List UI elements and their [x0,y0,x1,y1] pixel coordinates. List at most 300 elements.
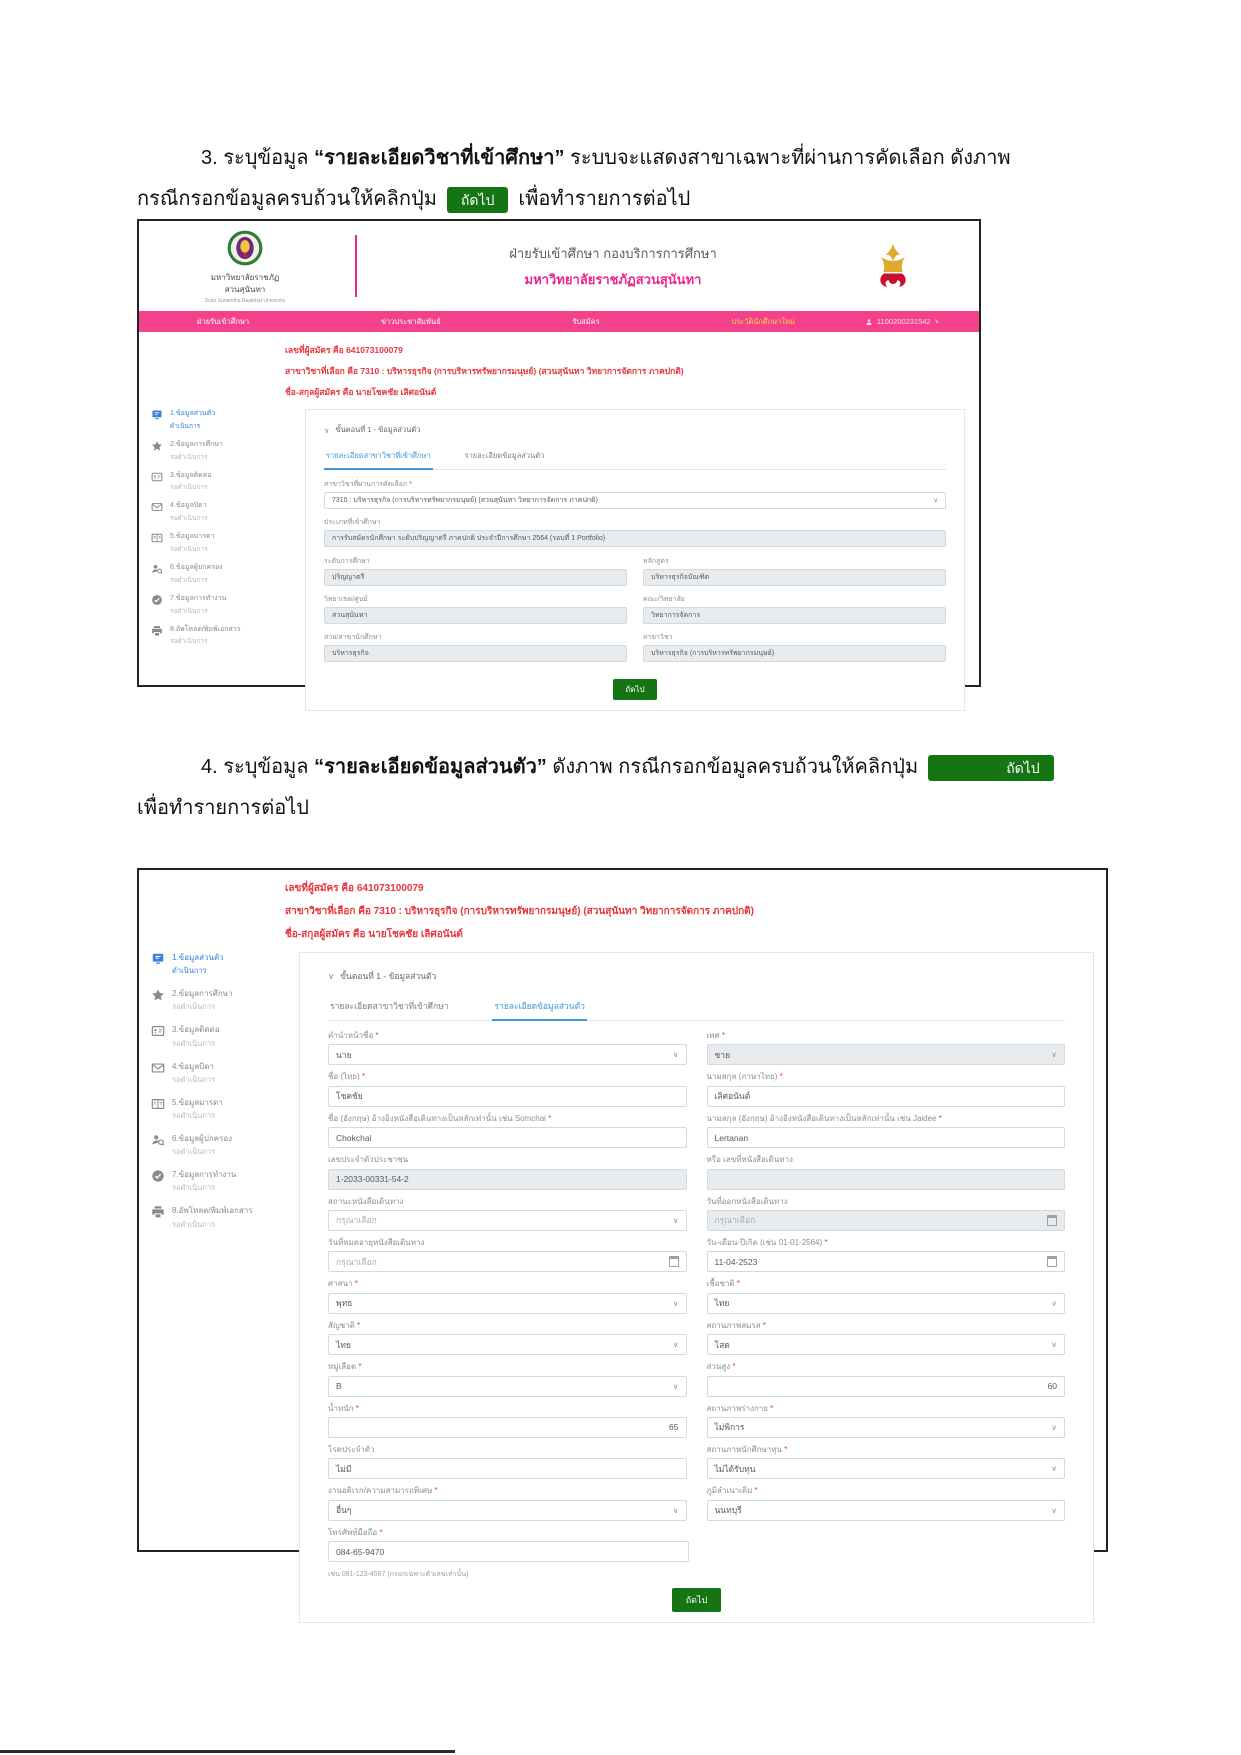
s2-row3-col2-label: นามสกุล (อังกฤษ) อ้างอิงหนังสือเดินทางเป็นหลักเท่านั้น เช่น Jaidee * [706,1113,942,1123]
personal-details-form [328,1031,1065,1528]
monitor-icon [151,952,165,966]
s1-field-grid [324,557,946,671]
sidebar-item-status: รอดำเนินการ [172,1074,216,1084]
s1-row3-col1-input [324,645,627,662]
s2-row11-col1-input[interactable] [328,1458,687,1479]
sidebar-item-5[interactable] [151,1097,291,1122]
s2-row2-col1-label: ชื่อ (ไทย) * [328,1072,366,1082]
s2-row3-col1-value: Chokchai [336,1132,372,1143]
step-4-lead: 4. ระบุข้อมูล [201,756,315,778]
s1-row2-col1-value: สวนสุนันทา [332,612,368,620]
step-4-bold: “รายละเอียดข้อมูลส่วนตัว” [314,756,547,778]
required-asterisk: * [377,1527,383,1537]
sidebar-item-label: 4.ข้อมูลบิดา [170,502,207,510]
s2-row1-col1-select[interactable] [328,1044,687,1065]
step-4-tail: ดังภาพ กรณีกรอกข้อมูลครบถ้วนให้คลิกปุ่ม [546,756,919,778]
nav-item-1[interactable]: ฝ่ายรับเข้าศึกษา [197,316,250,326]
sidebar-item-status: รอดำเนินการ [170,607,208,615]
s2-row11-col1 [328,1445,687,1479]
step-4-line-1 [137,752,1137,783]
user-search-icon [151,1133,165,1147]
s1-row3-col1-value: บริหารธุรกิจ [332,650,369,658]
s2-row12-col1 [328,1486,687,1520]
s2-row3-col2-input[interactable] [707,1127,1066,1148]
applicant-number: เลขที่ผู้สมัคร คือ 641073100079 [285,345,403,355]
required-asterisk: * [822,1237,828,1247]
sidebar-item-7[interactable] [151,1169,291,1194]
s2-row5-col2-label: วันที่ออกหนังสือเดินทาง [706,1196,788,1206]
chevron-down-icon: ∨ [1051,1298,1057,1308]
s2-row9-col2-input[interactable] [707,1376,1066,1397]
university-name-en: Suan Sunandha Rajabhat University [204,297,286,304]
sidebar-item-8[interactable] [151,625,291,647]
university-crest-icon [226,254,264,271]
required-asterisk: * [777,1072,783,1082]
check-circle-icon [151,1169,165,1183]
s2-row8-col2-value: โสด [714,1339,730,1350]
sidebar-item-text [172,1169,236,1194]
tab-personal-details[interactable]: รายละเอียดข้อมูลส่วนตัว [492,995,586,1021]
s2-row12-col1-select[interactable] [328,1500,687,1521]
s2-row12-col2-value: นนทบุรี [714,1505,742,1516]
chevron-down-icon: ∨ [672,1050,679,1060]
s2-row10-col1-input[interactable] [328,1417,687,1438]
sidebar-item-text [170,409,215,431]
required-asterisk: * [432,1486,438,1496]
s1-field-1 [324,480,946,509]
sidebar-item-3[interactable] [151,1024,291,1049]
s2-row10-col1-value: 65 [669,1422,679,1433]
sidebar-item-2[interactable] [151,988,291,1013]
s2-row6-col2 [707,1238,1066,1272]
required-asterisk: * [936,1113,942,1123]
sidebar-item-text [172,1133,232,1158]
chevron-down-icon: ∨ [1051,1464,1057,1474]
s1-row3-col2 [643,633,946,662]
sidebar-item-status: รอดำเนินการ [170,515,208,523]
s2-row3-col1-input[interactable] [328,1127,687,1148]
steps-sidebar [139,952,291,1242]
required-asterisk: * [734,1279,740,1289]
s2-row9-col1-value: B [336,1381,342,1392]
s1-row1-col2-value: บริหารธุรกิจบัณฑิต [651,574,710,582]
sidebar-item-label: 5.ข้อมูลมารดา [172,1097,223,1107]
applicant-info [285,340,979,403]
s2-row1-col2-select [707,1044,1066,1065]
s2-row8-col2-select[interactable] [707,1334,1066,1355]
s1-row3-col1-label: สาย/สาขานักศึกษา [324,634,382,642]
required-asterisk: * [407,481,412,488]
s1-row1-col1-value: ปริญญาตรี [332,574,365,582]
required-asterisk: * [760,1320,766,1330]
sidebar-item-label: 3.ข้อมูลติดต่อ [170,471,212,479]
form-actions [328,1588,1065,1612]
screenshot-personal-details [137,868,1108,1606]
s2-row10-col2-label: สถานภาพร่างกาย * [706,1403,774,1413]
chevron-down-icon: ∨ [933,497,938,505]
sidebar-item-status: รอดำเนินการ [172,1147,216,1157]
sidebar-item-text [172,1097,223,1122]
calendar-icon [1047,1215,1057,1226]
s2-row5-col2-value: กรุณาเลือก [714,1215,756,1226]
sidebar-item-label: 6.ข้อมูลผู้ปกครอง [172,1133,233,1143]
s1-field-1-select[interactable] [324,492,946,509]
major-details-form [324,480,946,671]
applicant-number: เลขที่ผู้สมัคร คือ 641073100079 [285,883,424,894]
s1-field-2-value: การรับสมัครนักศึกษา ระดับปริญญาตรี ภาคปกติ ประจำปีการศึกษา 2564 (รอบที่ 1 Portfolio) [332,535,606,543]
s2-row12-col2-select[interactable] [707,1500,1066,1521]
s2-row4-col1 [328,1155,687,1189]
app-header [139,221,979,311]
next-button[interactable]: ถัดไป [672,1588,722,1612]
chevron-down-icon: ∨ [1051,1422,1057,1432]
steps-sidebar [139,409,291,655]
s2-row4-col1-input [328,1169,687,1190]
sidebar-item-text [170,501,207,523]
next-button[interactable]: ถัดไป [613,679,656,700]
applicant-major: สาขาวิชาที่เลือก คือ 7310 : บริหารธุรกิจ (การบริหารทรัพยากรมนุษย์) (สวนสุนันทา วิทยาการจัดการ ภาคปกติ) [285,366,684,376]
s2-row11-col2-select[interactable] [707,1458,1066,1479]
sidebar-item-status: รอดำเนินการ [172,1183,216,1193]
required-asterisk: * [767,1403,774,1413]
nav-item-4[interactable]: ประวัตินักศึกษาใหม่ [731,316,795,326]
sidebar-item-6[interactable] [151,1133,291,1158]
s2-row12-col1-label: งานอดิเรก/ความสามารถพิเศษ * [328,1486,438,1496]
sidebar-item-text [172,1024,220,1049]
sidebar-item-status: รอดำเนินการ [170,638,208,646]
step-section-header[interactable] [324,424,946,436]
s2-row1-col1-label: คำนำหน้าชื่อ * [328,1031,379,1040]
nav-item-3[interactable]: รับสมัคร [572,316,600,326]
nav-items [197,316,795,328]
sidebar-item-text [172,1205,253,1230]
s2-row10-col1-label: น้ำหนัก * [328,1403,359,1413]
s1-field-1-label: สาขาวิชาที่ผ่านการคัดเลือก * [324,481,412,488]
tab-major-details[interactable]: รายละเอียดสาขาวิชาที่เข้าศึกษา [324,446,433,470]
sidebar-item-text [170,532,215,554]
s2-row9-col1-label: หมู่เลือด * [328,1362,362,1372]
s2-row5-col1-select[interactable] [328,1210,687,1231]
sidebar-item-label: 8.อัพโหลด/พิมพ์เอกสาร [170,625,241,633]
step-section-header[interactable] [328,969,1065,983]
monitor-icon [151,409,163,421]
sidebar-item-label: 7.ข้อมูลการทำงาน [172,1170,237,1180]
content-body [139,952,1106,1633]
sidebar-item-5[interactable] [151,532,291,554]
s2-row7-col1-select[interactable] [328,1293,687,1314]
s1-row2-col2-input [643,607,946,624]
step-section-title: ขั้นตอนที่ 1 - ข้อมูลส่วนตัว [335,425,421,434]
s2-row2-col2-value: เลิศอนันต์ [714,1091,751,1102]
required-asterisk: * [545,1113,552,1123]
royal-emblem-icon [869,240,917,292]
sidebar-item-label: 6.ข้อมูลผู้ปกครอง [170,563,223,571]
s2-row8-col1 [328,1321,687,1355]
required-asterisk: * [352,1279,358,1289]
s1-field-2-input [324,530,946,547]
s2-row7-col1-label: ศาสนา * [328,1279,358,1289]
sidebar-item-1[interactable] [151,409,291,431]
star-icon [151,440,163,452]
required-asterisk: * [719,1031,725,1040]
department-line-1: ฝ่ายรับเข้าศึกษา กองบริการการศึกษา [509,245,717,261]
required-asterisk: * [752,1486,758,1496]
s2-row7-col2 [707,1279,1066,1313]
s2-row1-col2-value: ชาย [714,1049,731,1060]
required-asterisk: * [359,1072,366,1082]
form-tabs [324,446,946,470]
s2-row11-col1-value: ไม่มี [336,1463,352,1474]
calendar-icon [669,1256,679,1267]
s2-phone-label: โทรศัพท์มือถือ * [328,1527,383,1537]
s2-row2-col1-value: โชคชัย [336,1091,363,1102]
s1-row2-col1-input [324,607,627,624]
step-4-line-2: เพื่อทำรายการต่อไป [137,797,309,819]
s2-phone-value: 084-65-9470 [336,1546,385,1557]
sidebar-item-text [170,471,212,493]
person-icon [865,318,873,326]
sidebar-item-label: 4.ข้อมูลบิดา [172,1061,214,1071]
s2-row4-col1-value: 1-2033-00331-54-2 [336,1174,409,1185]
next-button-illustration: ถัดไป [447,187,509,213]
s2-row3-col1-label: ชื่อ (อังกฤษ) อ้างอิงหนังสือเดินทางเป็นหลักเท่านั้น เช่น Somchai * [328,1113,552,1123]
s2-row3-col1 [328,1114,687,1148]
sidebar-item-status: รอดำเนินการ [172,1038,216,1048]
user-search-icon [151,563,163,575]
envelope-icon [151,501,163,513]
s2-row8-col1-value: ไทย [336,1339,351,1350]
s2-row1-col2 [707,1031,1066,1065]
form-actions [324,679,946,700]
s2-row9-col2-label: ส่วนสูง * [706,1362,736,1372]
instruction-step-4 [137,752,1137,834]
s2-row4-col2 [707,1155,1066,1189]
s2-row8-col2-label: สถานภาพสมรส * [706,1320,766,1330]
book-icon [151,532,163,544]
s1-field-2-label: ประเภทที่เข้าศึกษา [324,519,381,527]
book-icon [151,1097,165,1111]
applicant-name: ชื่อ-สกุลผู้สมัคร คือ นายโชคชัย เลิศอนันต์ [285,387,437,397]
star-icon [151,988,165,1002]
sidebar-item-label: 1.ข้อมูลส่วนตัว [172,953,224,962]
s2-row11-col2 [707,1445,1066,1479]
s2-row7-col2-select[interactable] [707,1293,1066,1314]
s2-row2-col1 [328,1072,687,1106]
department-title [357,243,869,290]
sidebar-item-label: 1.ข้อมูลส่วนตัว [170,410,216,417]
form-card [299,952,1094,1623]
sidebar-item-2[interactable] [151,440,291,462]
s2-row6-col2-label: วัน-เดือน-ปีเกิด (เช่น 01-01-2564) * [706,1237,828,1247]
s2-row3-col2 [707,1114,1066,1148]
printer-icon [151,1205,165,1219]
s2-row2-col2-input[interactable] [707,1086,1066,1107]
step-3-line-2-text: กรณีกรอกข้อมูลครบถ้วนให้คลิกปุ่ม [137,188,437,210]
step-3-line-1 [137,143,1137,174]
step-3-bold: “รายละเอียดวิชาที่เข้าศึกษา” [314,147,565,169]
s1-row3-col2-value: บริหารธุรกิจ (การบริหารทรัพยากรมนุษย์) [651,650,775,658]
step-3-lead: 3. ระบุข้อมูล [201,147,315,169]
s1-row1-col2-label: หลักสูตร [643,558,669,566]
s2-row6-col2-date-input[interactable] [707,1251,1066,1272]
step-3-line-2 [137,184,1137,215]
printer-icon [151,625,163,637]
chevron-down-icon: ∨ [672,1381,679,1391]
s1-field-1-value: 7310 : บริหารธุรกิจ (การบริหารทรัพยากรมนุษย์) (สวนสุนันทา วิทยาการจัดการ ภาคปกติ) [332,497,598,505]
s2-row5-col1 [328,1197,687,1231]
university-logo [185,229,305,304]
s1-row1-col1-label: ระดับการศึกษา [324,558,370,566]
s2-row7-col2-label: เชื้อชาติ * [706,1279,740,1289]
form-card [305,409,965,711]
content-body [139,409,979,719]
envelope-icon [151,1061,165,1075]
s1-row1-col1-input [324,569,627,586]
chevron-down-icon: ∨ [934,319,939,325]
chevron-down-icon: ∨ [672,1505,679,1515]
sidebar-item-status: รอดำเนินการ [170,453,208,461]
sidebar-item-label: 2.ข้อมูลการศึกษา [172,989,233,999]
applicant-info [285,877,1106,946]
s1-row3-col2-input [643,645,946,662]
s2-row10-col2-value: ไม่พิการ [714,1422,745,1433]
collapse-chevron-icon: ∨ [328,970,335,981]
s2-phone-input[interactable] [328,1541,689,1562]
sidebar-item-status: ดำเนินการ [172,966,207,976]
sidebar-item-4[interactable] [151,1061,291,1086]
s2-row4-col1-label: เลขประจำตัวประชาชน [328,1155,409,1165]
page-bottom-rule [0,1750,455,1753]
chevron-down-icon: ∨ [1051,1340,1057,1350]
required-asterisk: * [356,1362,362,1372]
s2-row9-col2 [707,1362,1066,1396]
s1-row3-col1 [324,633,627,662]
s1-row1-col2-input [643,569,946,586]
sidebar-item-status: รอดำเนินการ [170,545,208,553]
s2-row12-col1-value: อื่นๆ [336,1505,352,1516]
nav-item-2[interactable]: ข่าวประชาสัมพันธ์ [380,316,441,326]
s2-row11-col2-label: สถานภาพนักศึกษาทุน * [706,1444,788,1454]
s2-row6-col1-label: วันที่หมดอายุหนังสือเดินทาง [328,1237,425,1247]
step-3-tail: ระบบจะแสดงสาขาเฉพาะที่ผ่านการคัดเลือก ดังภาพ [564,147,1011,169]
s2-row9-col1 [328,1362,687,1396]
applicant-major: สาขาวิชาที่เลือก คือ 7310 : บริหารธุรกิจ (การบริหารทรัพยากรมนุษย์) (สวนสุนันทา วิทยาการจัดการ ภาคปกติ) [285,906,755,917]
s2-row9-col2-value: 60 [1047,1381,1057,1392]
s2-row12-col2-label: ภูมิลำเนาเดิม * [706,1486,758,1496]
instruction-step-3 [137,143,1137,225]
sidebar-item-label: 2.ข้อมูลการศึกษา [170,440,223,448]
required-asterisk: * [354,1320,361,1330]
s2-row5-col2-date-input [707,1210,1066,1231]
chevron-down-icon: ∨ [1051,1505,1057,1515]
nav-user-menu[interactable] [865,317,939,326]
nav-user-id: 1100200231542 [876,317,931,326]
sidebar-item-text [170,625,240,647]
chevron-down-icon: ∨ [672,1298,679,1308]
s1-row1-col1 [324,557,627,586]
phone-field-wrap [328,1528,689,1580]
required-asterisk: * [353,1403,359,1413]
s1-row2-col1-label: วิทยาเขต/ศูนย์ [324,596,368,604]
s1-row3-col2-label: สาขาวิชา [643,634,673,642]
s2-row5-col1-label: สถานะหนังสือเดินทาง [328,1196,404,1206]
s2-row3-col2-value: Lertanan [714,1132,749,1143]
s2-row1-col1-value: นาย [336,1049,352,1060]
s2-row10-col2 [707,1404,1066,1438]
s1-row2-col2 [643,595,946,624]
sidebar-item-label: 5.ข้อมูลมารดา [170,533,215,541]
sidebar-item-text [172,1061,215,1086]
required-asterisk: * [373,1031,379,1040]
step-section-title: ขั้นตอนที่ 1 - ข้อมูลส่วนตัว [340,971,437,981]
step-3-line-2-tail: เพื่อทำรายการต่อไป [518,188,691,210]
s2-phone [328,1528,689,1562]
sidebar-item-status: รอดำเนินการ [172,1110,216,1120]
s1-row2-col1 [324,595,627,624]
applicant-name: ชื่อ-สกุลผู้สมัคร คือ นายโชคชัย เลิศอนันต์ [285,929,463,940]
s2-row11-col2-value: ไม่ได้รับทุน [714,1463,756,1474]
s2-row8-col1-label: สัญชาติ * [328,1320,361,1330]
sidebar-item-1[interactable] [151,952,291,977]
sidebar-item-8[interactable] [151,1205,291,1230]
sidebar-item-label: 7.ข้อมูลการทำงาน [170,594,227,602]
s1-row2-col2-label: คณะ/วิทยาลัย [643,596,685,604]
s2-row9-col1-select[interactable] [328,1376,687,1397]
s2-row4-col2-input [707,1169,1066,1190]
s2-row12-col2 [707,1486,1066,1520]
sidebar-item-4[interactable] [151,501,291,523]
next-button-illustration: ถัดไป [928,755,1054,781]
tab-personal-details[interactable]: รายละเอียดข้อมูลส่วนตัว [464,451,545,460]
tab-major-details[interactable]: รายละเอียดสาขาวิชาที่เข้าศึกษา [330,1001,449,1011]
s2-row1-col2-label: เพศ * [706,1031,725,1040]
sidebar-item-label: 8.อัพโหลด/พิมพ์เอกสาร [172,1206,253,1216]
sidebar-item-text [172,988,232,1013]
required-asterisk: * [730,1362,736,1372]
contact-card-icon [151,1024,165,1038]
sidebar-item-status: รอดำเนินการ [170,484,208,492]
sidebar-item-status: รอดำเนินการ [172,1002,216,1012]
s2-row2-col2-label: นามสกุล (ภาษาไทย) * [706,1072,783,1082]
s2-row8-col1-select[interactable] [328,1334,687,1355]
sidebar-item-3[interactable] [151,471,291,493]
s2-row5-col1-value: กรุณาเลือก [336,1215,377,1226]
collapse-chevron-icon: ∨ [324,425,330,435]
chevron-down-icon: ∨ [1051,1050,1057,1060]
s2-row7-col2-value: ไทย [714,1298,730,1309]
check-circle-icon [151,594,163,606]
s2-row10-col2-select[interactable] [707,1417,1066,1438]
screenshot-major-details [137,219,981,695]
required-asterisk: * [781,1444,788,1454]
sidebar-item-status: ดำเนินการ [170,422,201,430]
s2-row2-col2 [707,1072,1066,1106]
s1-field-2 [324,518,946,547]
university-name-th-1: มหาวิทยาลัยราชภัฏ [210,272,280,282]
chevron-down-icon: ∨ [672,1340,679,1350]
sidebar-item-7[interactable] [151,594,291,616]
s2-row6-col1-date-input[interactable] [328,1251,687,1272]
s2-row7-col1 [328,1279,687,1313]
sidebar-item-status: รอดำเนินการ [172,1219,216,1229]
s2-row2-col1-input[interactable] [328,1086,687,1107]
contact-card-icon [151,471,163,483]
s2-row11-col1-label: โรคประจำตัว [328,1444,375,1454]
s2-row8-col2 [707,1321,1066,1355]
sidebar-item-6[interactable] [151,563,291,585]
form-tabs [328,995,1065,1021]
department-line-2: มหาวิทยาลัยราชภัฏสวนสุนันทา [524,271,702,287]
